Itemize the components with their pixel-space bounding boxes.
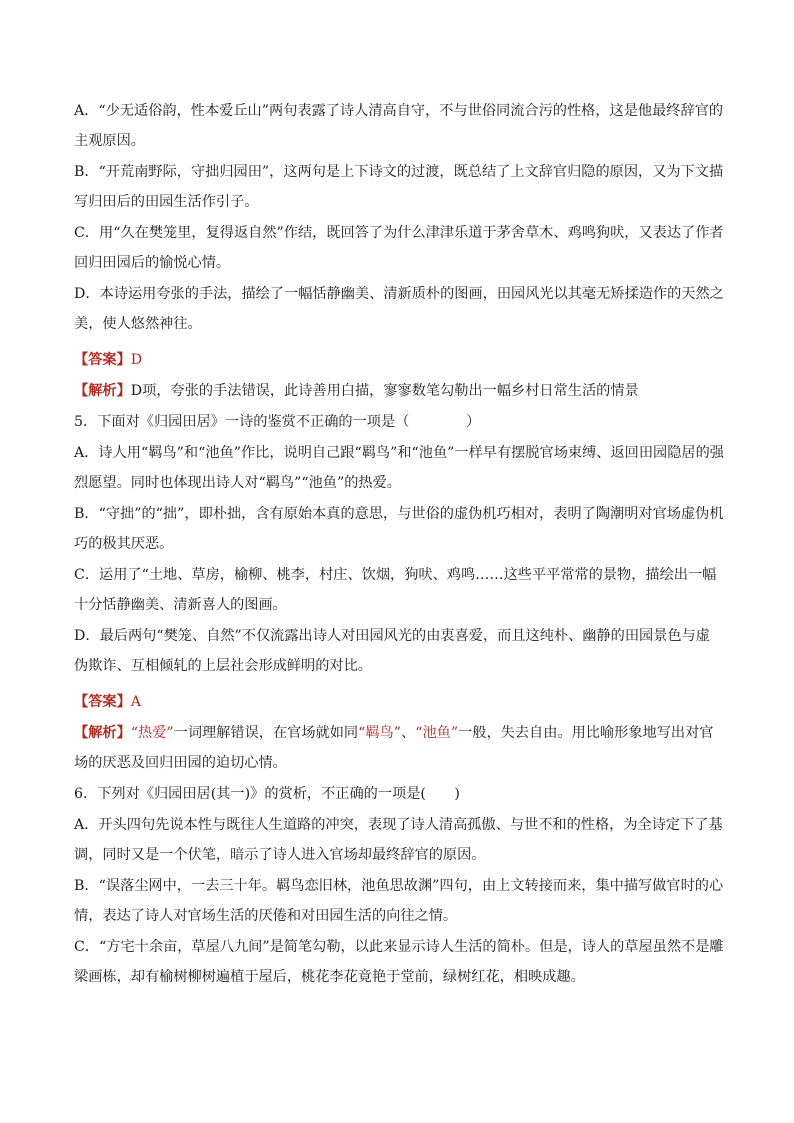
option-a-paragraph: A．“少无适俗韵，性本爱丘山”两句表露了诗人清高自守，不与世俗同流合污的性格，这是他最终辞官的主观原因。 [74, 103, 724, 149]
q6-option-b: B．“误落尘网中，一去三十年。羁鸟恋旧林，池鱼思故渊”四句，由上文转接而来，集中描写做官时的心情，表达了诗人对官场生活的厌倦和对田园生活的向往之情。 [74, 878, 724, 924]
q5-option-c: C．运用了“土地、草房，榆柳、桃李，村庄、饮烟，狗吠、鸡鸣……这些平平常常的景物，描绘出一幅十分恬静幽美、清新喜人的图画。 [74, 567, 717, 613]
q4-answer [74, 345, 724, 375]
q5-option-b: B．“守拙”的“拙”，即朴拙，含有原始本真的意思，与世俗的虚伪机巧相对，表明了陶潮明对官场虚伪机巧的极其厌恶。 [74, 506, 724, 552]
q4-answer-value: D [130, 352, 143, 368]
document-body [74, 96, 724, 992]
q6-option-a: A．开头四句先说本性与既往人生道路的冲突，表现了诗人清高孤傲、与世不和的性格，为全诗定下了基调，同时又是一个伏笔，暗示了诗人进入官场却最终辞官的原因。 [74, 817, 723, 863]
q5-answer [74, 687, 724, 717]
q5-analysis-part: “池鱼” [415, 725, 459, 741]
q5-option-d: D．最后两句“樊笼、自然”不仅流露出诗人对田园风光的由衷喜爱，而且这纯朴、幽静的田园景色与虚伪欺诈、互相倾轧的上层社会形成鲜明的对比。 [74, 628, 710, 674]
q6-option-c: C．“方宅十余亩，草屋八九间”是简笔勾勒，以此来显示诗人生活的简朴。但是，诗人的草屋虽然不是雕梁画栋，却有榆树柳树遍植于屋后，桃花李花竟艳于堂前，绿树红花，相映成趣。 [74, 939, 724, 985]
option-b-paragraph: B．“开荒南野际，守拙归园田”，这两句是上下诗文的过渡，既总结了上文辞官归隐的原因，又为下文描写归田后的田园生活作引子。 [74, 164, 724, 210]
analysis-tag: 【解析】 [74, 383, 131, 399]
q4-analysis [74, 376, 724, 406]
q5-analysis-part: 一般，失去自由。用比喻形象地写出对官场的厌恶及回归田园的迫切心情。 [74, 725, 714, 771]
q5-stem: 5．下面对《归园田居》一诗的鉴赏不正确的一项是（ ） [74, 414, 481, 430]
option-d-paragraph: D．本诗运用夸张的手法，描绘了一幅恬静幽美、清新质朴的图画，田园风光以其毫无矫揉造作的天然之美，使人悠然神往。 [74, 286, 724, 332]
q5-analysis-part: “羁鸟” [358, 725, 401, 741]
q5-analysis-part: 一词理解错误，在官场就如同 [173, 725, 359, 741]
q5-option-a: A．诗人用“羁鸟”和“池鱼”作比，说明自己跟“羁鸟”和“池鱼”一样早有摆脱官场束缚、返回田园隐居的强烈愿望。同时也体现出诗人对“羁鸟”“池鱼”的热爱。 [74, 445, 724, 491]
q5-analysis-part: 、 [401, 725, 416, 741]
answer-tag: 【答案】 [74, 694, 131, 710]
q5-analysis [74, 718, 724, 778]
q6-stem: 6．下列对《归园田居(其一)》的赏析，不正确的一项是( ) [74, 786, 460, 802]
answer-tag: 【答案】 [74, 352, 131, 368]
q4-analysis-text: D项，夸张的手法错误，此诗善用白描，寥寥数笔勾勒出一幅乡村日常生活的情景 [130, 383, 639, 399]
q5-answer-value: A [130, 694, 142, 710]
analysis-tag: 【解析】 [74, 725, 131, 741]
option-c-paragraph: C．用“久在樊笼里，复得返自然”作结，既回答了为什么津津乐道于茅舍草木、鸡鸣狗吠，又表达了作者回归田园后的愉悦心情。 [74, 225, 724, 271]
q5-analysis-part: “热爱” [130, 725, 174, 741]
